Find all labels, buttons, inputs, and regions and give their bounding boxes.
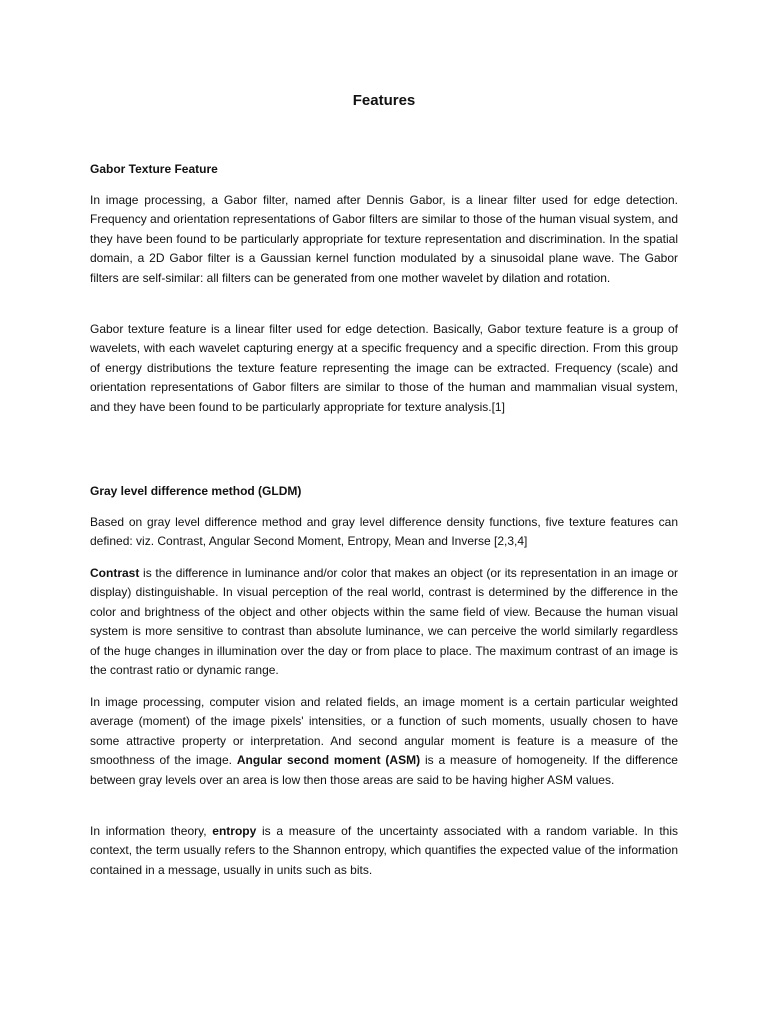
- entropy-text-before: In information theory,: [90, 824, 213, 838]
- section-heading-gabor: Gabor Texture Feature: [90, 162, 218, 176]
- term-asm: Angular second moment (ASM): [236, 753, 421, 768]
- paragraph-gabor-texture: Gabor texture feature is a linear filter used for edge detection. Basically, Gabor texture feature is a group of wavelets, with each wavelet capturing energy at a specific frequency and a specific direction. From this group of energy distributions the texture feature representing the image can be extracted. Frequency (scale) and orientation representations of Gabor filters are similar to those of the human and mammalian visual system, and they have been found to be particularly appropriate for texture analysis.[1]: [90, 322, 678, 414]
- contrast-definition: is the difference in luminance and/or color that makes an object (or its representation in an image or display) distinguishable. In visual perception of the real world, contrast is determined by the difference in the color and brightness of the object and other objects within the same field of view. Because the human visual system is more sensitive to contrast than absolute luminance, we can perceive the world similarly regardless of the huge changes in illumination over the day or from place to place. The maximum contrast of an image is the contrast ratio or dynamic range.: [90, 566, 678, 678]
- paragraph-gabor-definition: In image processing, a Gabor filter, named after Dennis Gabor, is a linear filter used for edge detection. Frequency and orientation representations of Gabor filters are similar to those of the human visual system, and they have been found to be particularly appropriate for texture representation and discrimination. In the spatial domain, a 2D Gabor filter is a Gaussian kernel function modulated by a sinusoidal plane wave. The Gabor filters are self-similar: all filters can be generated from one mother wavelet by dilation and rotation.: [90, 193, 678, 285]
- paragraph-moment: [90, 693, 678, 790]
- entropy-text-after: is a measure of the uncertainty associated with a random variable. In this context, the term usually refers to the Shannon entropy, which quantifies the expected value of the information contained in a message, usually in units such as bits.: [90, 824, 678, 877]
- paragraph-gldm-intro: Based on gray level difference method and gray level difference density functions, five texture features can defined: viz. Contrast, Angular Second Moment, Entropy, Mean and Inverse [2,3,4]: [90, 515, 678, 549]
- section-heading-gldm: Gray level difference method (GLDM): [90, 484, 302, 498]
- moment-text-before: In image processing, computer vision and related fields, an image moment is a certain particular weighted average (moment) of the image pixels' intensities, or a function of such moments, usually chosen to have some attractive property or interpretation. And second angular moment is feature is a measure of the smoothness of the image.: [90, 695, 678, 768]
- term-entropy: entropy: [212, 824, 257, 838]
- paragraph-entropy: [90, 822, 678, 880]
- document-title: Features: [352, 92, 416, 109]
- document-page: [90, 0, 678, 1024]
- moment-text-after: is a measure of homogeneity. If the difference between gray levels over an area is low then those areas are said to be having higher ASM values.: [90, 753, 678, 787]
- term-contrast: Contrast: [90, 566, 140, 580]
- paragraph-contrast: [90, 564, 678, 680]
